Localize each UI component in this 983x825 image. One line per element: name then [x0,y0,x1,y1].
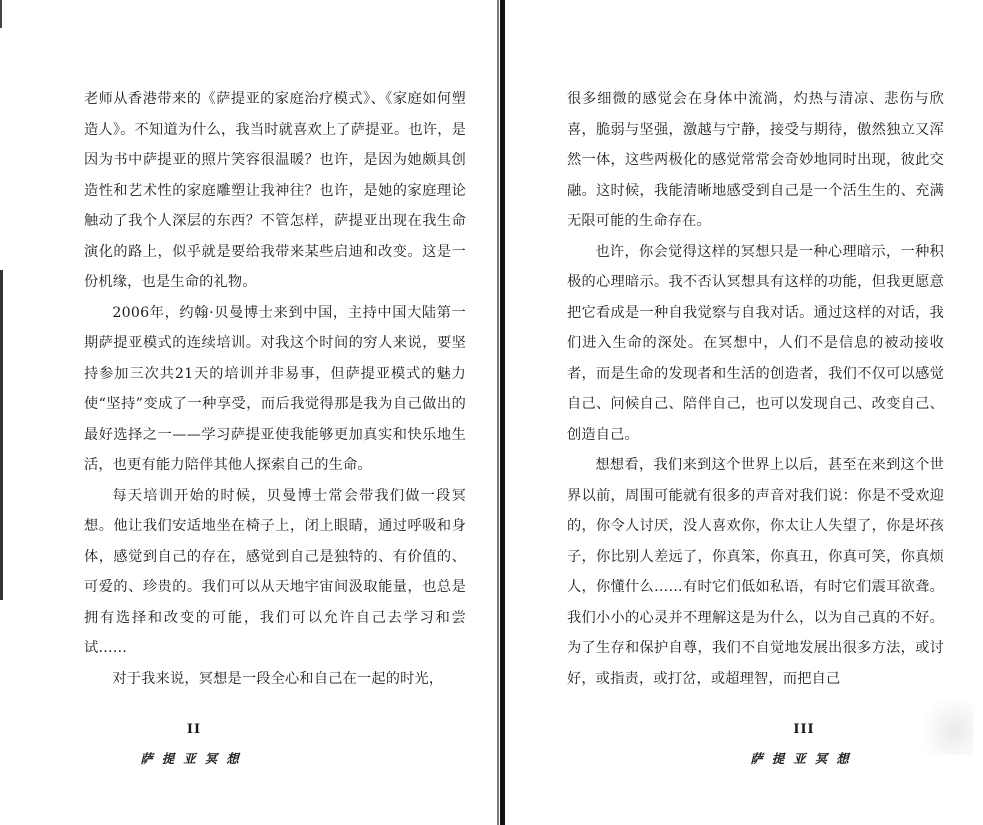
right-page-body [567,84,944,694]
paragraph: 很多细微的感觉会在身体中流淌，灼热与清凉、悲伤与欣喜，脆弱与坚强，激越与宁静，接受与期待，傲然独立又浑然一体，这些两极化的感觉常常会奇妙地同时出现，彼此交融。这时候，我能清晰地感受到自己是一个活生生的、充满无限可能的生命存在。 [567,91,944,229]
running-title-left: 萨提亚冥想 [140,751,248,766]
page-edge [0,270,3,600]
paragraph: 想想看，我们来到这个世界上以后，甚至在来到这个世界以前，周围可能就有很多的声音对我们说：你是不受欢迎的，你令人讨厌，没人喜欢你，你太让人失望了，你是坏孩子，你比别人差远了，你真笨，你真丑，你真可笑，你真烦人，你懂什么……有时它们低如私语，有时它们震耳欲聋。我们小小的心灵并不理解这是为什么，以为自己真的不好。为了生存和保护自尊，我们不自觉地发展出很多方法，或讨好，或指责，或打岔，或超理智，而把自己 [567,457,944,687]
paragraph: 2006年，约翰·贝曼博士来到中国，主持中国大陆第一期萨提亚模式的连续培训。对我这个时间的穷人来说，要坚持参加三次共21天的培训并非易事，但萨提亚模式的魅力使“坚持”变成了一种享受，而后我觉得那是我为自己做出的最好选择之一——学习萨提亚使我能够更加真实和快乐地生活，也更有能力陪伴其他人探索自己的生命。 [84,304,466,473]
page-number-left: II [186,722,202,737]
scan-artifact [913,695,973,755]
book-gutter [500,0,505,825]
paragraph: 也许，你会觉得这样的冥想只是一种心理暗示，一种积极的心理暗示。我不否认冥想具有这样的功能，但我更愿意把它看成是一种自我觉察与自我对话。通过这样的对话，我们进入生命的深处。在冥想中，人们不是信息的被动接收者，而是生命的发现者和生活的创造者，我们不仅可以感觉自己、问候自己、陪伴自己，也可以发现自己、改变自己、创造自己。 [567,243,944,443]
page-edge [0,0,2,28]
left-page-body [84,84,466,694]
page-number-right: III [793,722,815,737]
paragraph: 老师从香港带来的《萨提亚的家庭治疗模式》、《家庭如何塑造人》。不知道为什么，我当时就喜欢上了萨提亚。也许，是因为书中萨提亚的照片笑容很温暖？也许，是因为她颇具创造性和艺术性的家庭雕塑让我神往？也许，是她的家庭理论触动了我个人深层的东西？不管怎样，萨提亚出现在我生命演化的路上，似乎就是要给我带来某些启迪和改变。这是一份机缘，也是生命的礼物。 [84,91,466,290]
gutter-shadow [497,0,499,825]
paragraph: 每天培训开始的时候，贝曼博士常会带我们做一段冥想。他让我们安适地坐在椅子上，闭上眼睛，通过呼吸和身体，感觉到自己的存在，感觉到自己是独特的、有价值的、可爱的、珍贵的。我们可以从天地宇宙间汲取能量，也总是拥有选择和改变的可能，我们可以允许自己去学习和尝试…… [84,487,466,656]
paragraph: 对于我来说，冥想是一段全心和自己在一起的时光， [112,670,444,687]
running-title-right: 萨提亚冥想 [750,751,858,766]
